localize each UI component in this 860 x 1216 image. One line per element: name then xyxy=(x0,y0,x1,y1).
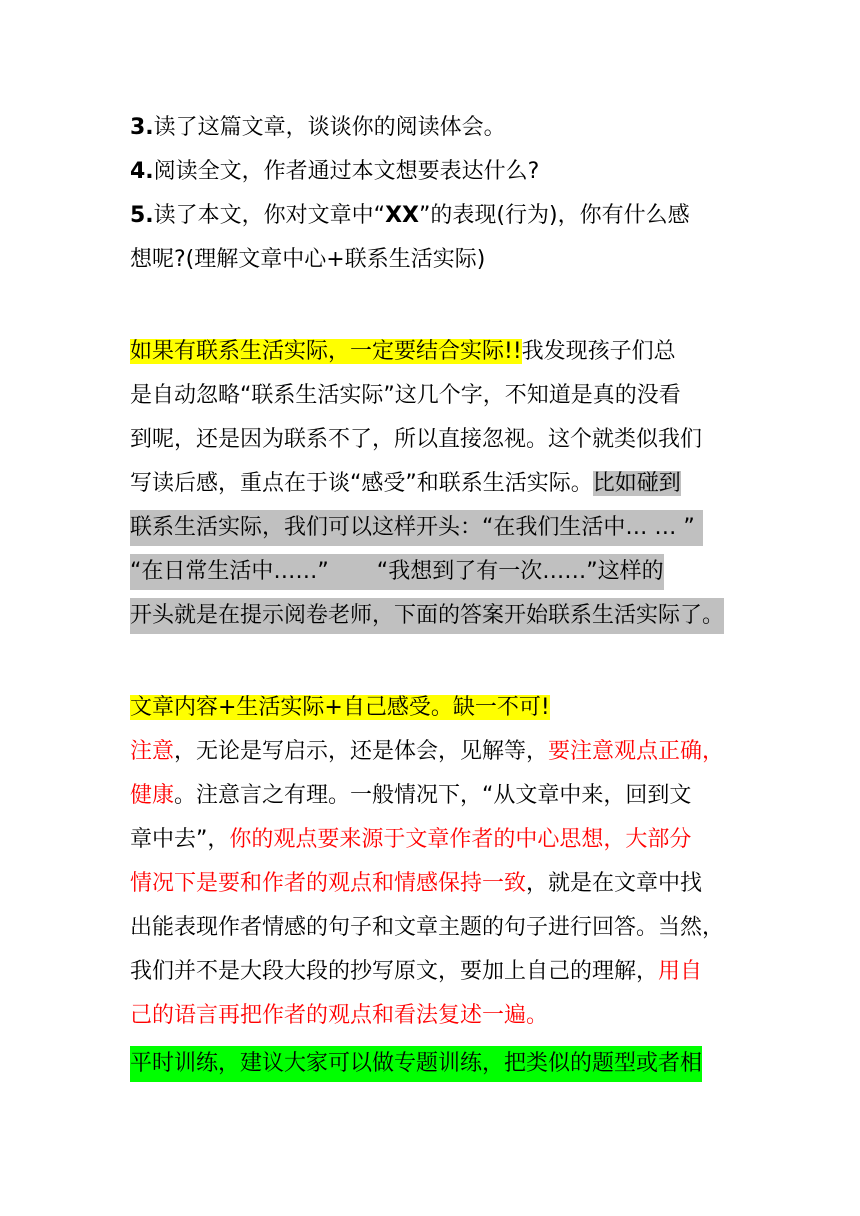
gray-highlight-text: “我想到了有一次……”这样的 xyxy=(376,559,664,584)
body-text: 写读后感，重点在于谈“感受”和联系生活实际。 xyxy=(130,471,593,496)
red-emphasis: 注意 xyxy=(130,739,175,764)
red-emphasis: 健康 xyxy=(130,783,175,808)
red-emphasis: 要注意观点正确， xyxy=(548,739,725,764)
question-3 xyxy=(130,110,506,146)
question-text: 读了本文，你对文章中“ xyxy=(153,203,386,228)
body-text: 。注意言之有理。一般情况下，“从文章中来，回到文 xyxy=(174,783,692,808)
para2-heading-line xyxy=(130,690,550,726)
body-text: 出能表现作者情感的句子和文章主题的句子进行回答。当然， xyxy=(130,915,725,940)
body-text: ，无论是写启示，还是体会，见解等， xyxy=(174,739,549,764)
question-5 xyxy=(130,198,690,234)
gray-highlight-text: 比如碰到 xyxy=(592,471,681,496)
para1-line-2 xyxy=(130,378,681,414)
question-number: 3. xyxy=(130,115,154,140)
question-number: 5. xyxy=(130,203,154,228)
para2-line-7 xyxy=(130,998,548,1034)
gray-highlight-text: 联系生活实际，我们可以这样开头：“在我们生活中… … ” xyxy=(130,515,695,540)
highlighted-heading: 文章内容+生活实际+自己感受。缺一不可! xyxy=(130,695,550,720)
body-text: 我们并不是大段大段的抄写原文，要加上自己的理解， xyxy=(130,959,659,984)
gray-highlight-text: 开头就是在提示阅卷老师，下面的答案开始联系生活实际了。 xyxy=(130,603,725,628)
para3-line-1 xyxy=(130,1046,702,1082)
para1-line-7 xyxy=(130,598,724,634)
body-text: 到呢，还是因为联系不了，所以直接忽视。这个就类似我们 xyxy=(130,427,703,452)
para1-line-5 xyxy=(130,510,703,546)
para1-line-4 xyxy=(130,466,681,502)
para1-line-6 xyxy=(130,554,664,590)
para2-line-3 xyxy=(130,822,691,858)
para2-line-5 xyxy=(130,910,724,946)
body-text: 章中去”， xyxy=(130,827,230,852)
question-4 xyxy=(130,154,539,190)
para1-line-3 xyxy=(130,422,702,458)
para1-line-1 xyxy=(130,334,676,370)
question-number: 4. xyxy=(130,159,154,184)
question-text: ”的表现(行为)，你有什么感 xyxy=(419,203,690,228)
body-text: 是自动忽略“联系生活实际”这几个字，不知道是真的没看 xyxy=(130,383,681,408)
para2-line-6 xyxy=(130,954,702,990)
question-5-continued xyxy=(130,242,485,278)
red-emphasis: 情况下是要和作者的观点和情感保持一致 xyxy=(130,871,527,896)
body-text: 我发现孩子们总 xyxy=(521,339,676,364)
question-text: 读了这篇文章，谈谈你的阅读体会。 xyxy=(153,115,506,140)
red-emphasis: 你的观点要来源于文章作者的中心思想，大部分 xyxy=(229,827,692,852)
body-text: ，就是在文章中找 xyxy=(526,871,703,896)
para2-line-4 xyxy=(130,866,702,902)
red-emphasis: 己的语言再把作者的观点和看法复述一遍。 xyxy=(130,1003,549,1028)
para2-line-2 xyxy=(130,778,691,814)
highlighted-tip: 如果有联系生活实际，一定要结合实际!! xyxy=(130,339,522,364)
green-highlight-text: 平时训练，建议大家可以做专题训练，把类似的题型或者相 xyxy=(130,1051,703,1076)
gray-highlight-text: “在日常生活中……” xyxy=(130,559,329,584)
red-emphasis: 用自 xyxy=(658,959,703,984)
question-text: 阅读全文，作者通过本文想要表达什么? xyxy=(153,159,540,184)
question-placeholder: XX xyxy=(385,203,420,228)
question-text: 想呢?(理解文章中心+联系生活实际) xyxy=(130,247,486,272)
para2-line-1 xyxy=(130,734,724,770)
